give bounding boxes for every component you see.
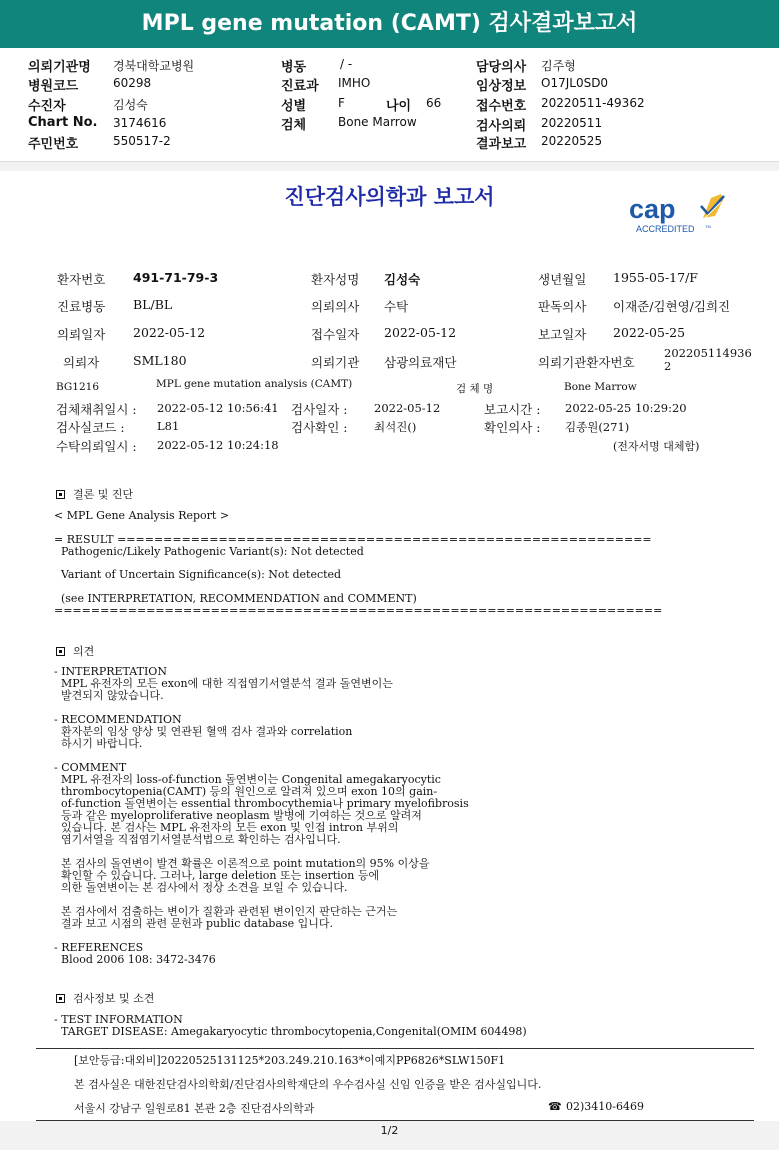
chart-no-label: Chart No. [28, 115, 98, 130]
lab-code-label: 검사실코드 : [56, 420, 125, 435]
hospital-value: 경북대학교병원 [113, 59, 195, 73]
conclusion-heading: 결론 및 진단 [56, 486, 133, 502]
lab-address: 서울시 강남구 일원로81 본관 2층 진단검사의학과 [74, 1102, 315, 1115]
text-line: of-function 돌연변이는 essential thrombocythemia나 primary myelofibrosis [54, 797, 469, 810]
requester-label: 의뢰자 [63, 355, 100, 370]
text-line: 본 검사의 돌연변이 발견 확률은 이론적으로 point mutation의 95% 이상을 [54, 857, 430, 870]
inst-patient-no-value-2: 2 [664, 359, 672, 373]
security-line: [보안등급:대외비]20220525131125*203.249.210.163*이예지PP6826*SLW150F1 [74, 1054, 506, 1067]
patient-value: 김성숙 [113, 98, 148, 112]
ward-value: / - [340, 57, 353, 71]
requester-value: SML180 [133, 353, 187, 368]
requesting-inst-value: 삼광의료재단 [384, 355, 457, 370]
cap-logo-subtext: ACCREDITED [636, 224, 695, 234]
conclusion-body [54, 510, 662, 617]
ward-row-value: BL/BL [133, 297, 173, 312]
text-line: MPL 유전자의 모든 exon에 대한 직접염기서열분석 결과 돌연변이는 [54, 677, 393, 690]
inst-patient-no-value: 202205114936 [664, 346, 752, 360]
text-line: 염기서열을 직접염기서열분석법으로 확인하는 검사입니다. [54, 833, 341, 846]
page-number: 1/2 [380, 1124, 399, 1137]
test-confirm-label: 검사확인 : [291, 420, 348, 435]
specimen-label: 검체 [281, 118, 307, 133]
lab-code-value: L81 [157, 419, 180, 433]
patient-no-label: 환자번호 [57, 272, 106, 287]
order-date-value: 2022-05-12 [133, 325, 206, 340]
text-line: MPL 유전자의 loss-of-function 돌연변이는 Congenital amegakaryocytic [54, 773, 441, 786]
text-line: 본 검사에서 검출하는 변이가 질환과 관련된 변이인지 판단하는 근거는 [54, 905, 398, 918]
result-date-value: 20220525 [541, 134, 603, 148]
text-line: 의한 돌연변이는 본 검사에서 정상 소견을 보일 수 있습니다. [54, 881, 348, 894]
patient-label: 수진자 [28, 99, 66, 114]
accession-value: 20220511-49362 [541, 96, 645, 110]
specimen-value: Bone Marrow [338, 115, 417, 129]
report-time-value: 2022-05-25 10:29:20 [565, 401, 687, 415]
patient-name-value: 김성숙 [384, 272, 421, 287]
physician-label: 담당의사 [476, 60, 527, 75]
text-line: - INTERPRETATION [54, 665, 167, 678]
ward-label: 병동 [281, 60, 307, 75]
electronic-signature-note: (전자서명 대체함) [613, 440, 700, 453]
specimen-name-label: 검 체 명 [456, 383, 494, 395]
text-line: - COMMENT [54, 761, 127, 774]
testinfo-heading: 검사정보 및 소견 [56, 990, 154, 1006]
test-date-label: 검사일자 : [291, 402, 348, 417]
received-time-value: 2022-05-12 10:24:18 [157, 438, 279, 452]
sex-value: F [338, 96, 345, 110]
chart-no-value: 3174616 [113, 116, 167, 130]
inst-patient-no-label: 의뢰기관환자번호 [538, 355, 635, 370]
report-time-label: 보고시간 : [484, 402, 541, 417]
request-date-value: 20220511 [541, 116, 603, 130]
text-line: = RESULT ========================================================== [54, 532, 652, 546]
order-date-label: 의뢰일자 [57, 327, 106, 342]
text-line: - TEST INFORMATION [54, 1013, 183, 1026]
phone-icon: ☎ [548, 1100, 562, 1113]
opinion-body [54, 666, 469, 966]
report-date-label: 보고일자 [538, 327, 587, 342]
age-label: 나이 [386, 99, 412, 114]
footer-rule-top [36, 1048, 754, 1049]
report-title-bar: MPL gene mutation (CAMT) 검사결과보고서 [0, 0, 779, 48]
text-line: < MPL Gene Analysis Report > [54, 509, 230, 522]
received-time-label: 수탁의뢰일시 : [56, 439, 137, 454]
cap-accredited-logo [627, 190, 727, 236]
confirming-doctor-label: 확인의사 : [484, 420, 541, 435]
text-line: (see INTERPRETATION, RECOMMENDATION and COMMENT) [54, 592, 417, 606]
section-square-icon [56, 994, 65, 1003]
text-line: TARGET DISEASE: Amegakaryocytic thrombocytopenia,Congenital(OMIM 604498) [54, 1025, 527, 1038]
resident-no-label: 주민번호 [28, 137, 79, 152]
section-square-icon [56, 647, 65, 656]
test-code: BG1216 [56, 381, 100, 393]
birthdate-label: 생년월일 [538, 272, 587, 287]
test-name: MPL gene mutation analysis (CAMT) [156, 378, 353, 390]
text-line: ================================================================== [54, 604, 663, 618]
text-line: 등과 같은 myeloproliferative neoplasm 발병에 기여하는 것으로 알려져 [54, 809, 422, 822]
reading-doctor-label: 판독의사 [538, 299, 587, 314]
accession-label: 접수번호 [476, 99, 527, 114]
text-line: 환자분의 임상 양상 및 연관된 혈액 검사 결과와 correlation [54, 725, 353, 738]
department-value: IMHO [338, 76, 371, 90]
collection-time-value: 2022-05-12 10:56:41 [157, 401, 279, 415]
physician-value: 김주형 [541, 59, 576, 73]
requesting-inst-label: 의뢰기관 [311, 355, 360, 370]
section-square-icon [56, 490, 65, 499]
reading-doctor-value: 이재준/김현영/김희진 [613, 299, 731, 314]
text-line: - REFERENCES [54, 941, 144, 954]
confirming-doctor-value: 김종원(271) [565, 420, 630, 434]
result-date-label: 결과보고 [476, 137, 527, 152]
patient-name-label: 환자성명 [311, 272, 360, 287]
header-divider [0, 161, 779, 171]
request-date-label: 검사의뢰 [476, 119, 527, 134]
text-line: 확인할 수 있습니다. 그러나, large deletion 또는 insertion 등에 [54, 869, 380, 882]
text-line: 결과 보고 시점의 관련 문헌과 public database 입니다. [54, 917, 334, 930]
text-line: - RECOMMENDATION [54, 713, 182, 726]
patient-no-value: 491-71-79-3 [133, 270, 219, 285]
text-line: 있습니다. 본 검사는 MPL 유전자의 모든 exon 및 인접 intron 부위의 [54, 821, 399, 834]
text-line: 하시기 바랍니다. [54, 737, 143, 750]
testinfo-body [54, 1014, 527, 1038]
resident-no-value: 550517-2 [113, 134, 171, 148]
clinical-info-value: O17JL0SD0 [541, 76, 609, 90]
sex-label: 성별 [281, 99, 307, 114]
test-date-value: 2022-05-12 [374, 401, 441, 415]
receipt-date-label: 접수일자 [311, 327, 360, 342]
department-label: 진료과 [281, 79, 319, 94]
collection-time-label: 검체채취일시 : [56, 402, 137, 417]
ward-row-label: 진료병동 [57, 299, 106, 314]
hospital-label: 의뢰기관명 [28, 60, 91, 75]
report-date-value: 2022-05-25 [613, 325, 686, 340]
text-line [54, 522, 662, 534]
lab-phone: 02)3410-6469 [566, 1100, 644, 1113]
opinion-heading: 의견 [56, 643, 94, 659]
text-line: 발견되지 않았습니다. [54, 689, 164, 702]
test-confirm-value: 최석진() [374, 420, 417, 434]
certification-note: 본 검사실은 대한진단검사의학회/진단검사의학재단의 우수검사실 신임 인증을 받은 검사실입니다. [74, 1078, 542, 1091]
text-line: Variant of Uncertain Significance(s): Not detected [54, 568, 342, 582]
ordering-doctor-value: 수탁 [384, 299, 409, 314]
age-value: 66 [426, 96, 442, 110]
receipt-date-value: 2022-05-12 [384, 325, 457, 340]
hospital-code-label: 병원코드 [28, 79, 79, 94]
svg-text:TM: TM [705, 224, 711, 229]
specimen-name-value: Bone Marrow [564, 381, 637, 393]
cap-logo-text: cap [629, 194, 676, 224]
text-line: Blood 2006 108: 3472-3476 [54, 953, 216, 966]
birthdate-value: 1955-05-17/F [613, 270, 698, 285]
report-subtitle: 진단검사의학과 보고서 [284, 185, 495, 209]
text-line: thrombocytopenia(CAMT) 등의 원인으로 알려져 있으며 exon 10의 gain- [54, 785, 438, 798]
hospital-code-value: 60298 [113, 76, 152, 90]
text-line: Pathogenic/Likely Pathogenic Variant(s): Not detected [54, 544, 364, 558]
clinical-info-label: 임상정보 [476, 79, 527, 94]
ordering-doctor-label: 의뢰의사 [311, 299, 360, 314]
